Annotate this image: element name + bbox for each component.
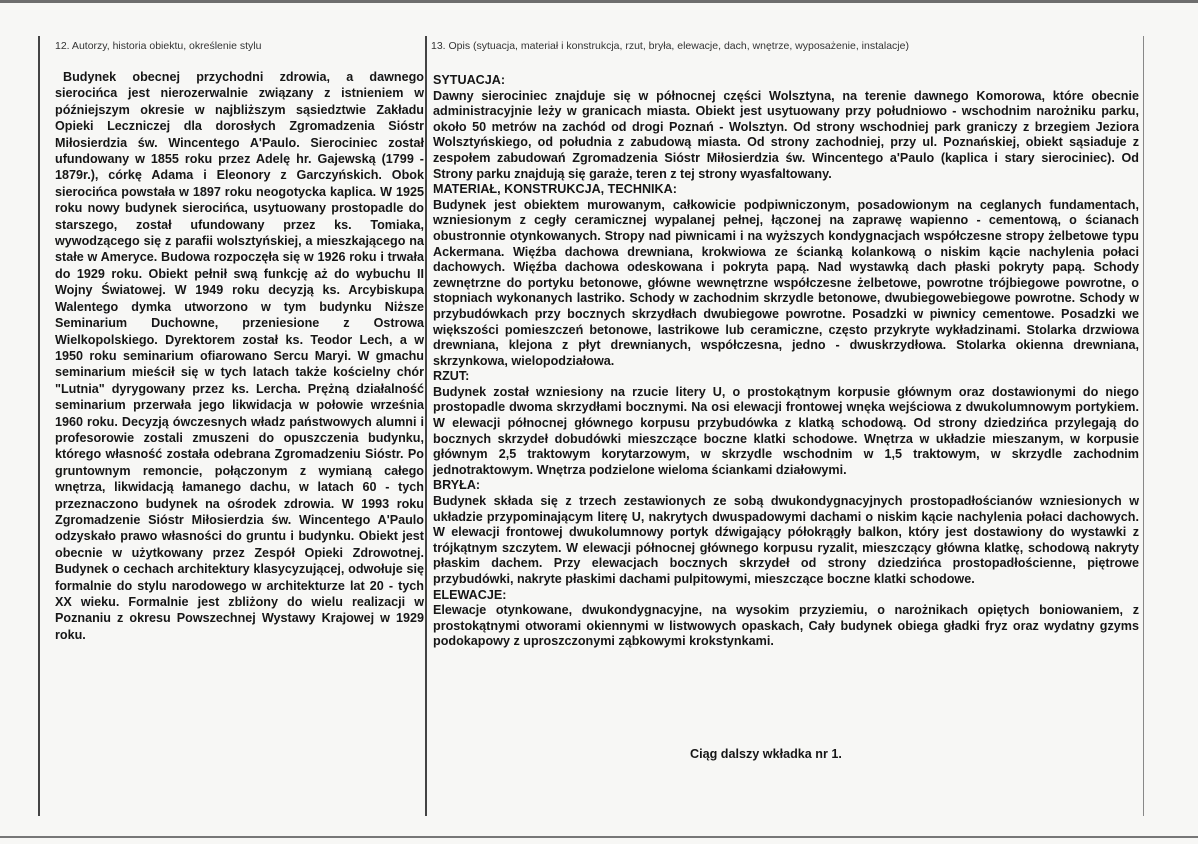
scan-border-bottom — [0, 836, 1198, 838]
continuation-note: Ciąg dalszy wkładka nr 1. — [690, 747, 842, 761]
material-heading: MATERIAŁ, KONSTRUKCJA, TECHNIKA: — [433, 182, 677, 197]
scan-border-top — [0, 0, 1198, 3]
description-section-header: 13. Opis (sytuacja, materiał i konstrukcja, rzut, bryła, elewacje, dach, wnętrze, wyposażenie, instalacje) — [431, 40, 909, 52]
history-text: Budynek obecnej przychodni zdrowia, a dawnego sierocińca jest nierozerwalnie związany z istnieniem w późniejszym okresie w najbliższym sąsiedztwie Zakładu Opieki Leczniczej dla dorosłych Zgromadzenia Sióstr Miłosierdzia św. Wincentego A'Paulo. Sierociniec został ufundowany w 1855 roku przez Adelę hr. Gajewską (1799 - 1879r.), córkę Adama i Eleonory z Garczyńskich. Obok sierocińca powstała w 1897 roku neogotycka kaplica. W 1925 roku nowy budynek sierocińca, usytuowany prostopadle do starszego, został ufundowany przez ks. Tomiaka, wywodzącego się z parafii wolsztyńskiej, a mieszkającego na stałe w Ameryce. Budowa rozpoczęła się w 1926 roku i trwała do 1929 roku. Obiekt pełnił swą funkcję aż do wybuchu II Wojny Światowej. W 1949 roku decyzją ks. Arcybiskupa Walentego dymka utworzono w tym budynku Niższe Seminarium Duchowne, przeniesione z Ostrowa Wielkopolskiego. Dyrektorem został ks. Teodor Lech, a w 1950 roku seminarium ofiarowano Sercu Maryi. W gmachu seminarium mieścił się w tych latach także kościelny chór "Lutnia" dyrygowany przez ks. Lercha. Prężną działalność seminarium przerwała jego likwidacja w połowie września 1960 roku. Decyzją ówczesnych władz państwowych alumni i profesorowie zostali zmuszeni do opuszczenia budynku, którego własność została odebrana Zgromadzeniu Sióstr. Po gruntownym remoncie, połączonym z wymianą całego wnętrza, likwidacją łamanego dachu, w latach 60 - tych przeznaczono budynek na ośrodek zdrowia. W 1993 roku Zgromadzenie Sióstr Miłosierdzia św. Wincentego A'Paulo odzyskało prawo własności do gruntu i budynku. Obiekt jest obecnie w użytkowany przez Zespół Opieki Zdrowotnej. Budynek o cechach architektury klasycyzującej, odwołuje się formalnie do stylu narodowego w architekturze lat 20 - tych XX wieku. Formalnie jest zbliżony do wielu realizacji w Poznaniu z okresu Powszechnej Wystawy Krajowej w 1929 roku. — [55, 70, 424, 642]
massing-section — [433, 478, 1139, 587]
material-section — [433, 182, 1139, 369]
plan-heading: RZUT: — [433, 369, 470, 384]
massing-text: Budynek składa się z trzech zestawionych ze sobą dwukondygnacyjnych prostopadłościanów wzniesionych w układzie przypominającym literę U, nakrytych dwuspadowymi dachami o niskim kącie nachylenia połaci dachowych. W elewacji frontowej dwukolumnowy portyk dźwigający półokrągły balkon, który jest dostawiony do wystawki z trójkątnym szczytem. W elewacji północnej głównego korpusu ryzalit, mieszczący główna klatkę, schodową nakryty płaskim dachem. Przy elewacjach bocznych skrzydeł od strony dziedzińca prostopadłościenne, piętrowe przybudówki, nakryte płaskimi dachami pulpitowymi, mieszczące boczne klatki schodowe. — [433, 494, 1139, 586]
situation-heading: SYTUACJA: — [433, 73, 506, 87]
elevations-heading: ELEWACJE: — [433, 587, 507, 602]
history-section-header: 12. Autorzy, historia obiektu, określenie stylu — [55, 40, 262, 52]
left-frame-line — [38, 36, 40, 816]
description-column — [433, 73, 1139, 650]
elevations-text: Elewacje otynkowane, dwukondygnacyjne, na wysokim przyziemiu, o narożnikach opiętych boniowaniem, z prostokątnymi otworami okiennymi w listwowych opaskach, Cały budynek obiega gładki fryz oraz wydatny gzyms podokapowy z uproszczonymi ząbkowymi krokstynkami. — [433, 603, 1139, 649]
situation-section — [433, 73, 1139, 182]
material-text: Budynek jest obiektem murowanym, całkowicie podpiwniczonym, posadowionym na ceglanych fundamentach, wzniesionym z cegły ceramicznej wypalanej pełnej, łączonej na zaprawę wapienno - cementową, o ścianach obustronnie otynkowanych. Stropy nad piwnicami i na wyższych kondygnacjach współczesne stropy żelbetowe typu Ackermana. Więźba dachowa drewniana, krokwiowa ze ścianką kolankową o niskim kącie nachylenia połaci dachowych. Więźba dachowa odeskowana i pokryta papą. Nad wystawką dach płaski pokryty papą. Schody zewnętrzne do portyku betonowe, główne wewnętrzne współczesne żelbetowe, powrotne trójbiegowe powrotne, o stopniach wykonanych lastriko. Schody w zachodnim skrzydle betonowe, dwubiegowebiegowe powrotne. Schody w przybudówkach przy bocznych skrzydłach dwubiegowe powrotne. Posadzki w piwnicy cementowe. Posadzki we większości pomieszczeń betonowe, lastrikowe lub ceramiczne, często przykryte wykładzinami. Stolarka drzwiowa drewniana, klejona z płyt drewnianych, współczesna, jedno - dwuskrzydłowa. Stolarka okienna drewniana, skrzynkowa, wielopodziałowa. — [433, 197, 1139, 368]
column-divider — [425, 36, 427, 816]
elevations-section — [433, 588, 1139, 650]
plan-section — [433, 369, 1139, 478]
plan-text: Budynek został wzniesiony na rzucie litery U, o prostokątnym korpusie głównym oraz dostawionymi do niego prostopadle dwoma skrzydłami bocznymi. Na osi elewacji frontowej wnęka wejściowa z dwukolumnowym portykiem. W elewacji północnej głównego korpusu przybudówka z klatką schodową. Od strony dziedzińca przylegają do bocznych skrzydeł dobudówki mieszczące boczne klatki schodowe. Wnętrza w układzie mieszanym, w korpusie głównym 2,5 traktowym korytarzowym, w skrzydle wschodnim w 1,5 traktowym, w skrzydle zachodnim jednotraktowym. Wnętrza podzielone wieloma ściankami działowymi. — [433, 384, 1139, 477]
massing-heading: BRYŁA: — [433, 478, 481, 493]
right-frame-line — [1143, 36, 1144, 816]
situation-text: Dawny sierociniec znajduje się w północnej części Wolsztyna, na terenie dawnego Komorowa, które obecnie administracyjnie leży w granicach miasta. Obiekt jest usytuowany przy południowo - wschodnim narożniku parku, około 50 metrów na zachód od drogi Poznań - Wolsztyn. Od strony wschodniej park graniczy z brzegiem Jeziora Wolsztyńskiego, od południa z zabudową miasta. Od strony zachodniej, przy ul. Poznańskiej, obiekt sąsiaduje z zespołem zabudowań Zgromadzenia Sióstr Miłosierdzia św. Wincentego a'Paulo (kaplica i stary sierociniec). Od Strony parku znajdują się garaże, teren z tej strony wyasfaltowany. — [433, 88, 1139, 181]
